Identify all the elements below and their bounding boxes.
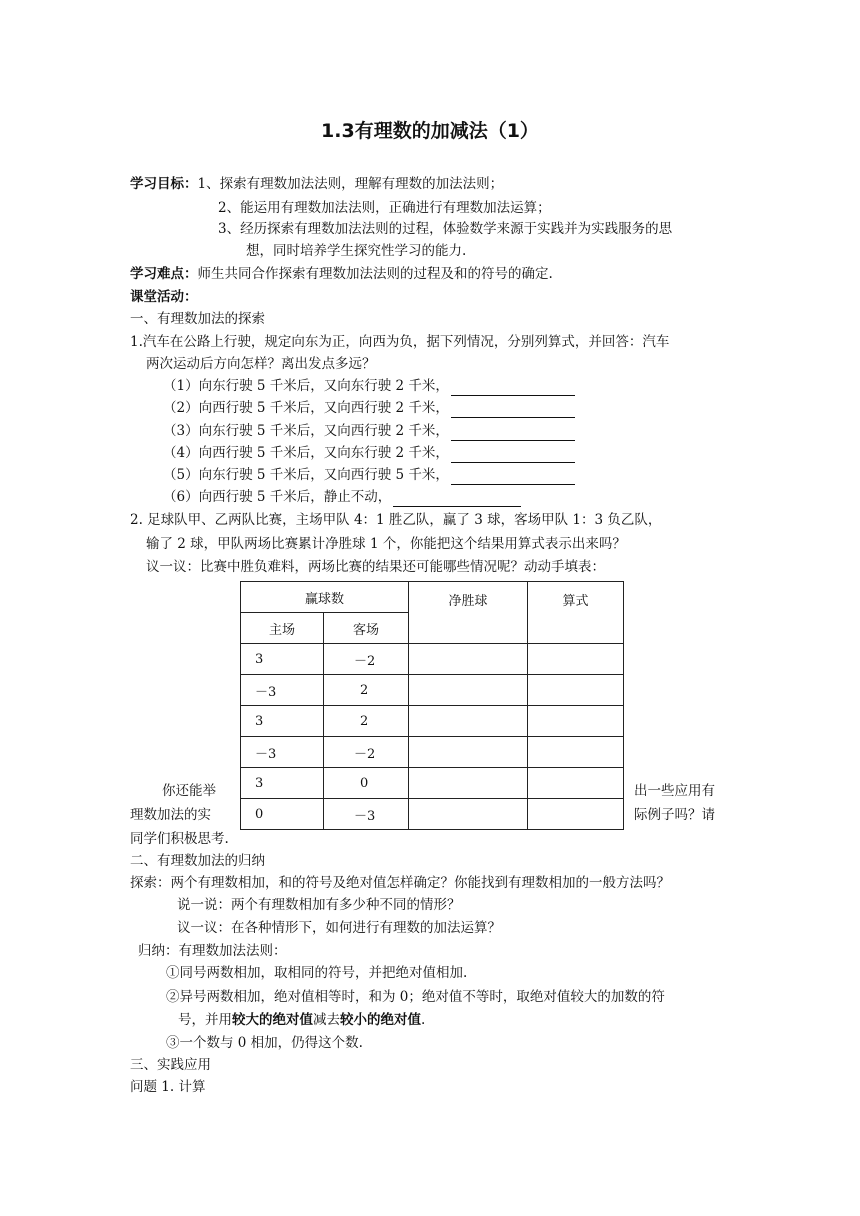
header-away: 客场 xyxy=(324,613,409,644)
cell-home: 3 xyxy=(241,706,324,737)
table-row xyxy=(241,737,624,768)
explore-text: 探索：两个有理数相加，和的符号及绝对值怎样确定？你能找到有理数相加的一般方法吗？ xyxy=(130,875,670,891)
rule-3: ③一个数与 0 相加，仍得这个数. xyxy=(166,1035,363,1051)
goals-block xyxy=(130,174,503,194)
wrap-text-left: 你还能举 xyxy=(162,783,216,799)
cell-away: －3 xyxy=(324,799,409,830)
answer-blank[interactable] xyxy=(451,448,575,463)
cell-net[interactable] xyxy=(409,737,528,768)
rule-2-cont: 号，并用较大的绝对值减去较小的绝对值. xyxy=(178,1012,426,1028)
goal-item: 3、经历探索有理数加法法则的过程，体验数学来源于实践并为实践服务的思 xyxy=(218,221,673,237)
answer-blank[interactable] xyxy=(451,381,575,396)
question1-text: 两次运动后方向怎样？离出发点多远？ xyxy=(146,356,376,372)
cell-home: 3 xyxy=(241,768,324,799)
cell-away: 2 xyxy=(324,675,409,706)
cell-net[interactable] xyxy=(409,768,528,799)
discuss-text: 议一议：比赛中胜负难料，两场比赛的结果还可能哪些情况呢？动动手填表： xyxy=(146,559,605,575)
case-item: （1）向东行驶 5 千米后，又向东行驶 2 千米， xyxy=(163,376,575,396)
question2-text: 输了 2 球，甲队两场比赛累计净胜球 1 个，你能把这个结果用算式表示出来吗？ xyxy=(146,536,626,552)
cell-net[interactable] xyxy=(409,706,528,737)
goals-label: 学习目标： xyxy=(130,176,198,192)
cell-away: 0 xyxy=(324,768,409,799)
cell-net[interactable] xyxy=(409,799,528,830)
goal-item: 1、探索有理数加法法则，理解有理数的加法法则； xyxy=(197,176,504,192)
problem-label: 问题 1. 计算 xyxy=(130,1079,206,1095)
wrap-text-right: 出一些应用有 xyxy=(634,783,715,799)
table-row xyxy=(241,768,624,799)
cell-formula[interactable] xyxy=(528,644,624,675)
table-row xyxy=(241,799,624,830)
summary-text: 归纳：有理数加法法则： xyxy=(138,943,287,959)
cell-away: －2 xyxy=(324,644,409,675)
cell-formula[interactable] xyxy=(528,706,624,737)
goal-item: 想，同时培养学生探究性学习的能力. xyxy=(246,243,467,259)
rule-1: ①同号两数相加，取相同的符号，并把绝对值相加. xyxy=(166,965,468,981)
section1-heading: 一、有理数加法的探索 xyxy=(130,311,265,327)
difficulty-block xyxy=(130,264,553,284)
cell-away: －2 xyxy=(324,737,409,768)
activities-label: 课堂活动： xyxy=(130,289,198,305)
header-home: 主场 xyxy=(241,613,324,644)
table-row xyxy=(241,706,624,737)
cell-net[interactable] xyxy=(409,675,528,706)
emphasis-text: 较小的绝对值 xyxy=(340,1012,421,1028)
wrap-text-left: 理数加法的实 xyxy=(130,807,211,823)
answer-blank[interactable] xyxy=(451,470,575,485)
header-win: 赢球数 xyxy=(241,582,409,613)
table-row xyxy=(241,675,624,706)
cell-formula[interactable] xyxy=(528,675,624,706)
case-item: （3）向东行驶 5 千米后，又向西行驶 2 千米， xyxy=(163,421,575,441)
answer-blank[interactable] xyxy=(393,492,521,507)
cell-formula[interactable] xyxy=(528,799,624,830)
case-item: （4）向西行驶 5 千米后，又向东行驶 2 千米， xyxy=(163,443,575,463)
discuss2-text: 议一议：在各种情形下，如何进行有理数的加法运算？ xyxy=(177,920,501,936)
cell-formula[interactable] xyxy=(528,768,624,799)
cell-formula[interactable] xyxy=(528,737,624,768)
cell-home: 3 xyxy=(241,644,324,675)
cell-away: 2 xyxy=(324,706,409,737)
wrap-text-end: 同学们积极思考. xyxy=(130,831,229,847)
case-item: （5）向东行驶 5 千米后，又向西行驶 5 千米， xyxy=(163,465,575,485)
emphasis-text: 较大的绝对值 xyxy=(232,1012,313,1028)
cell-home: －3 xyxy=(241,737,324,768)
answer-blank[interactable] xyxy=(451,403,575,418)
header-net: 净胜球 xyxy=(409,582,528,644)
goal-item: 2、能运用有理数加法法则，正确进行有理数加法运算； xyxy=(218,200,551,216)
rule-2: ②异号两数相加，绝对值相等时，和为 0；绝对值不等时，取绝对值较大的加数的符 xyxy=(166,989,665,1005)
cell-net[interactable] xyxy=(409,644,528,675)
difficulty-text: 师生共同合作探索有理数加法法则的过程及和的符号的确定. xyxy=(197,266,553,282)
table-row xyxy=(241,644,624,675)
section2-heading: 二、有理数加法的归纳 xyxy=(130,853,265,869)
case-item: （6）向西行驶 5 千米后，静止不动， xyxy=(163,487,521,507)
page-title: 1.3有理数的加减法（1） xyxy=(321,120,539,142)
say-text: 说一说：两个有理数相加有多少种不同的情形？ xyxy=(177,897,461,913)
question1-text: 1.汽车在公路上行驶，规定向东为正，向西为负，据下列情况，分别列算式，并回答：汽车 xyxy=(130,334,670,350)
header-formula: 算式 xyxy=(528,582,624,644)
section3-heading: 三、实践应用 xyxy=(130,1057,211,1073)
difficulty-label: 学习难点： xyxy=(130,266,198,282)
answer-blank[interactable] xyxy=(451,426,575,441)
question2-text: 2. 足球队甲、乙两队比赛，主场甲队 4：1 胜乙队，赢了 3 球，客场甲队 1：3 负乙队， xyxy=(130,512,662,528)
wrap-text-right: 际例子吗？请 xyxy=(634,807,715,823)
score-table xyxy=(240,581,624,830)
cell-home: －3 xyxy=(241,675,324,706)
case-item: （2）向西行驶 5 千米后，又向西行驶 2 千米， xyxy=(163,398,575,418)
cell-home: 0 xyxy=(241,799,324,830)
